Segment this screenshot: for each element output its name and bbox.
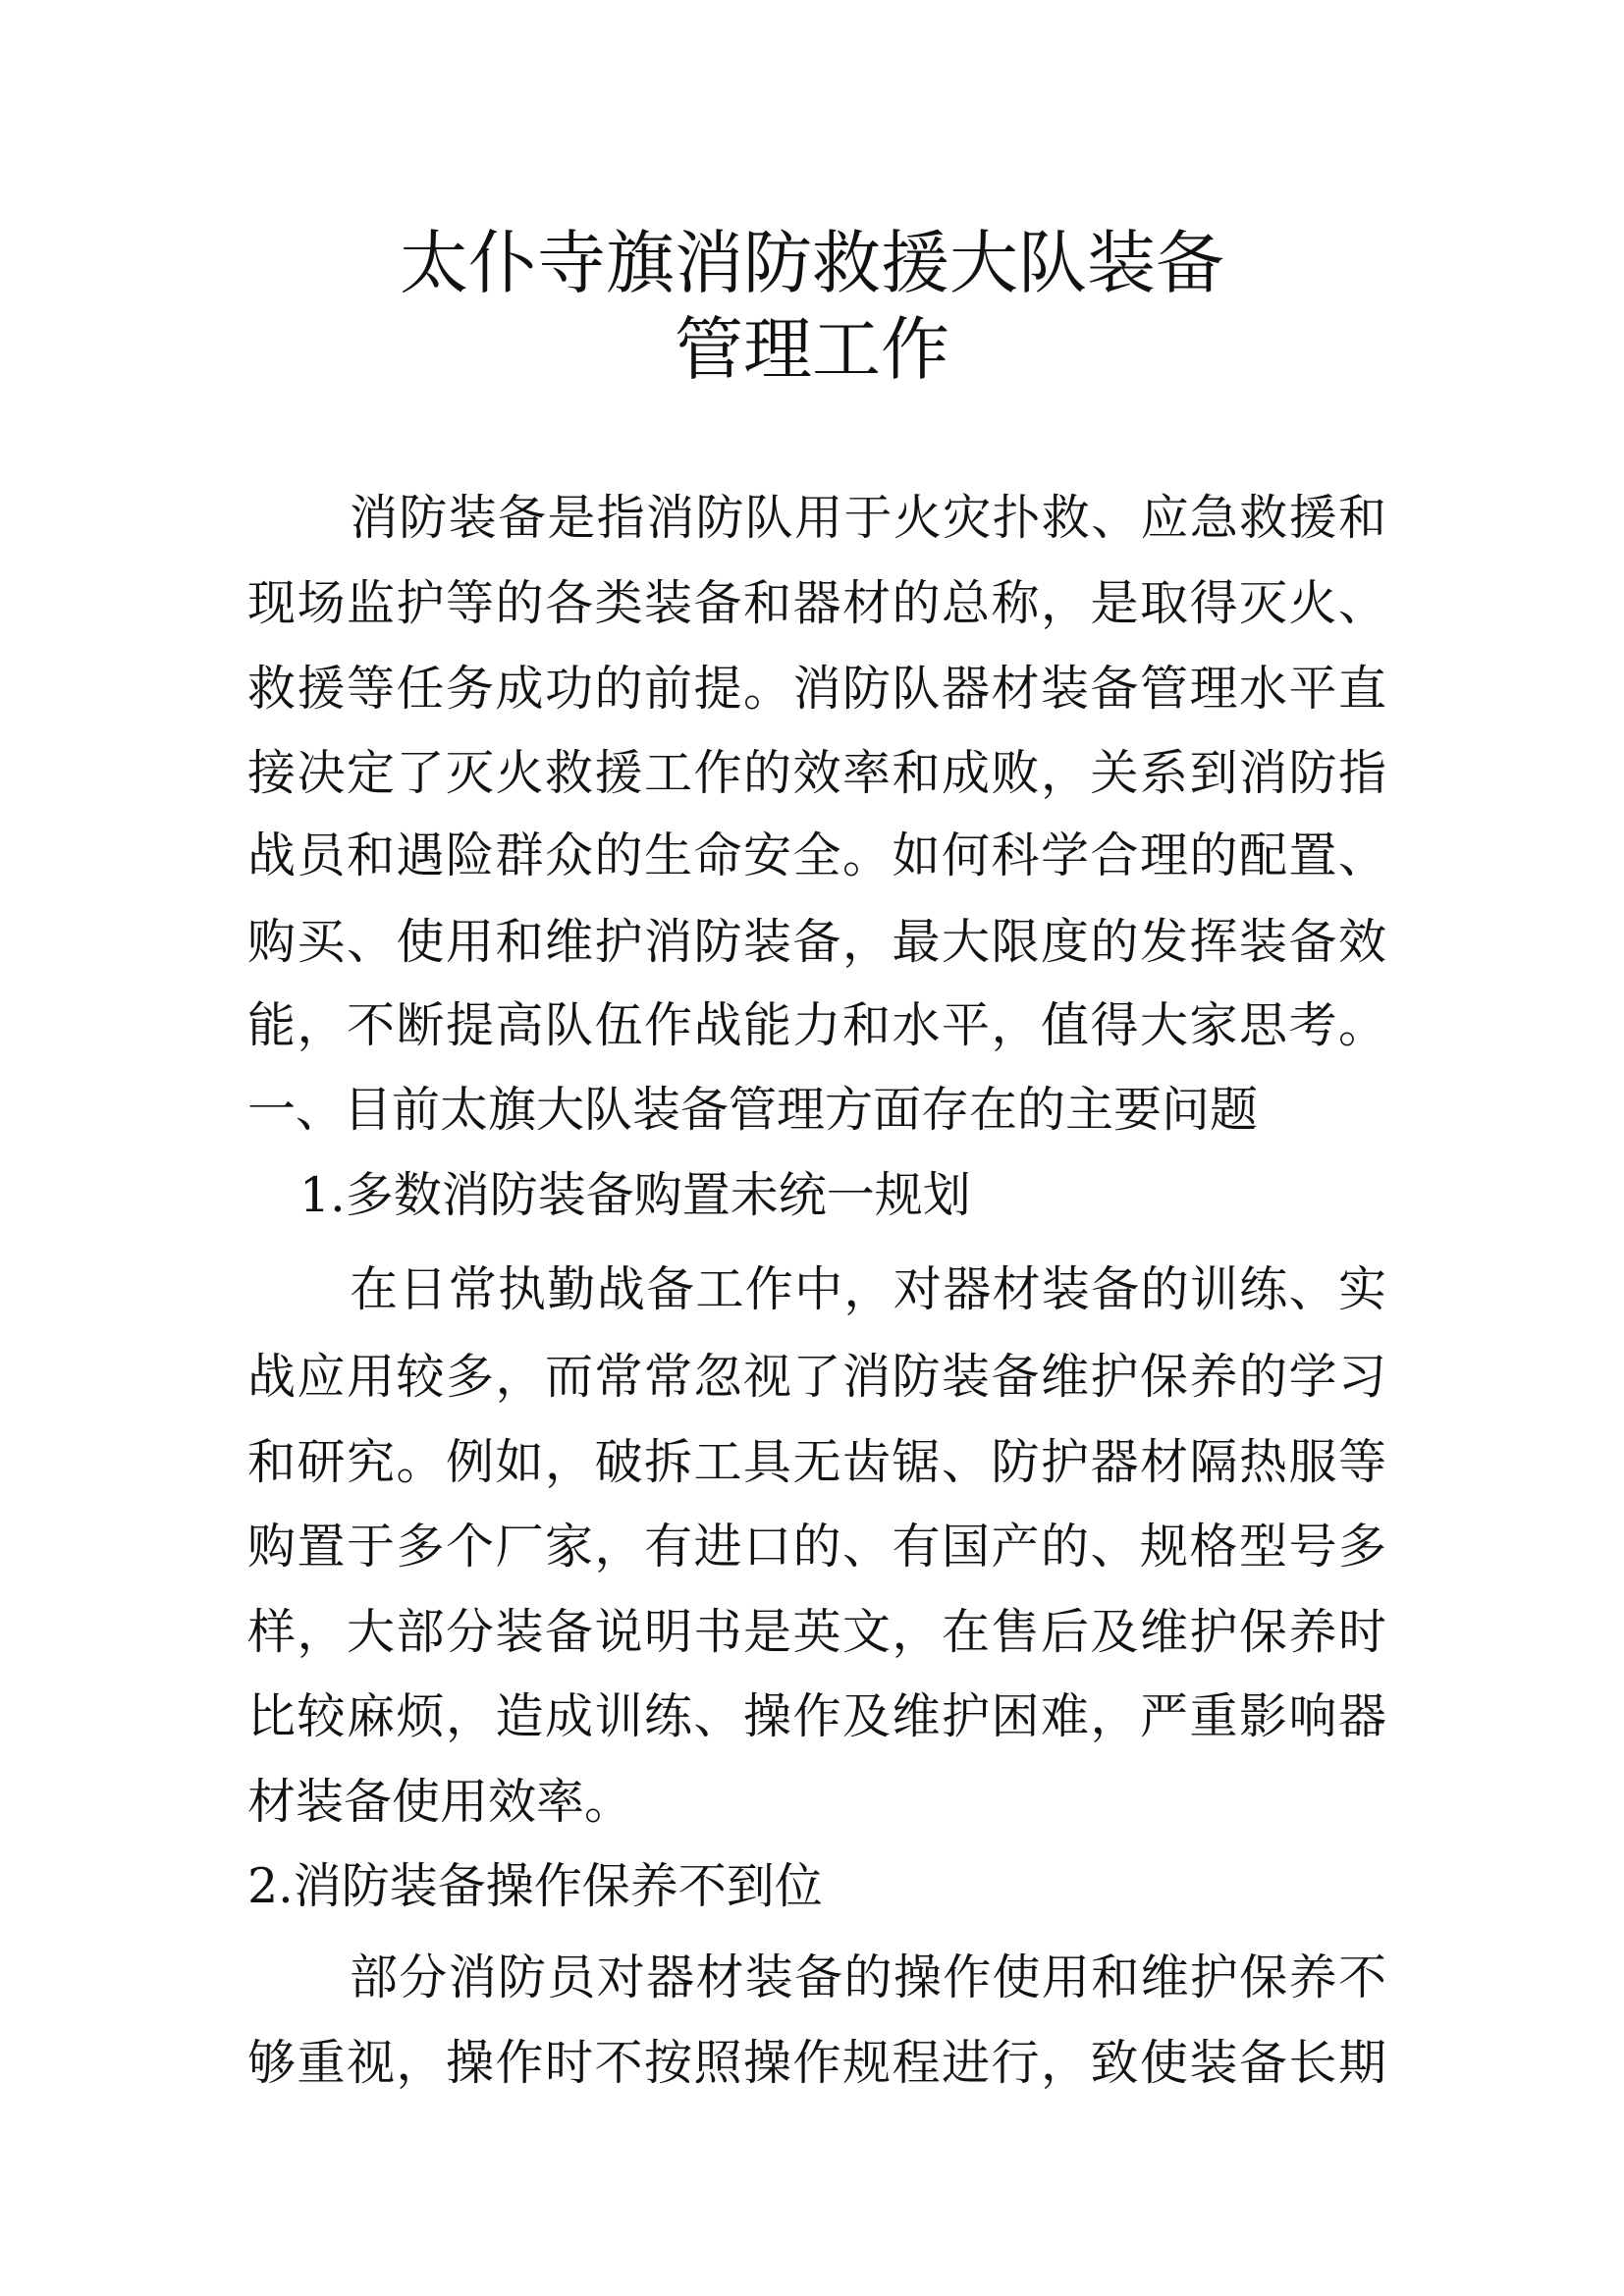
intro-line: 消防装备是指消防队用于火灾扑救、应急救援和	[350, 490, 1386, 546]
section-heading: 一、目前太旗大队装备管理方面存在的主要问题	[247, 1082, 1259, 1138]
item2-line: 够重视，操作时不按照操作规程进行，致使装备长期	[247, 2035, 1386, 2091]
item1-line: 战应用较多，而常常忽视了消防装备维护保养的学习	[247, 1349, 1386, 1405]
intro-line: 购买、使用和维护消防装备，最大限度的发挥装备效	[247, 914, 1386, 970]
document-title-line-1: 太仆寺旗消防救援大队装备	[400, 223, 1224, 303]
item1-line: 购置于多个厂家，有进口的、有国产的、规格型号多	[247, 1519, 1386, 1575]
item1-line: 比较麻烦，造成训练、操作及维护困难，严重影响器	[247, 1688, 1386, 1744]
item1-line: 在日常执勤战备工作中，对器材装备的训练、实	[350, 1261, 1386, 1317]
intro-line: 能，不断提高队伍作战能力和水平，值得大家思考。	[247, 997, 1386, 1053]
intro-line: 救援等任务成功的前提。消防队器材装备管理水平直	[247, 661, 1386, 717]
intro-line: 战员和遇险群众的生命安全。如何科学合理的配置、	[247, 828, 1386, 883]
item1-line: 样，大部分装备说明书是英文，在售后及维护保养时	[247, 1604, 1386, 1660]
item2-line: 部分消防员对器材装备的操作使用和维护保养不	[350, 1949, 1386, 2005]
item1-line: 和研究。例如，破拆工具无齿锯、防护器材隔热服等	[247, 1434, 1386, 1490]
document-title-line-2: 管理工作	[675, 309, 949, 390]
subsection-heading-1: 1.多数消防装备购置未统一规划	[299, 1167, 971, 1223]
subsection-heading-2: 2.消防装备操作保养不到位	[247, 1858, 823, 1914]
intro-line: 现场监护等的各类装备和器材的总称，是取得灭火、	[247, 575, 1386, 631]
item1-line: 材装备使用效率。	[247, 1774, 633, 1830]
intro-line: 接决定了灭火救援工作的效率和成败，关系到消防指	[247, 745, 1386, 801]
